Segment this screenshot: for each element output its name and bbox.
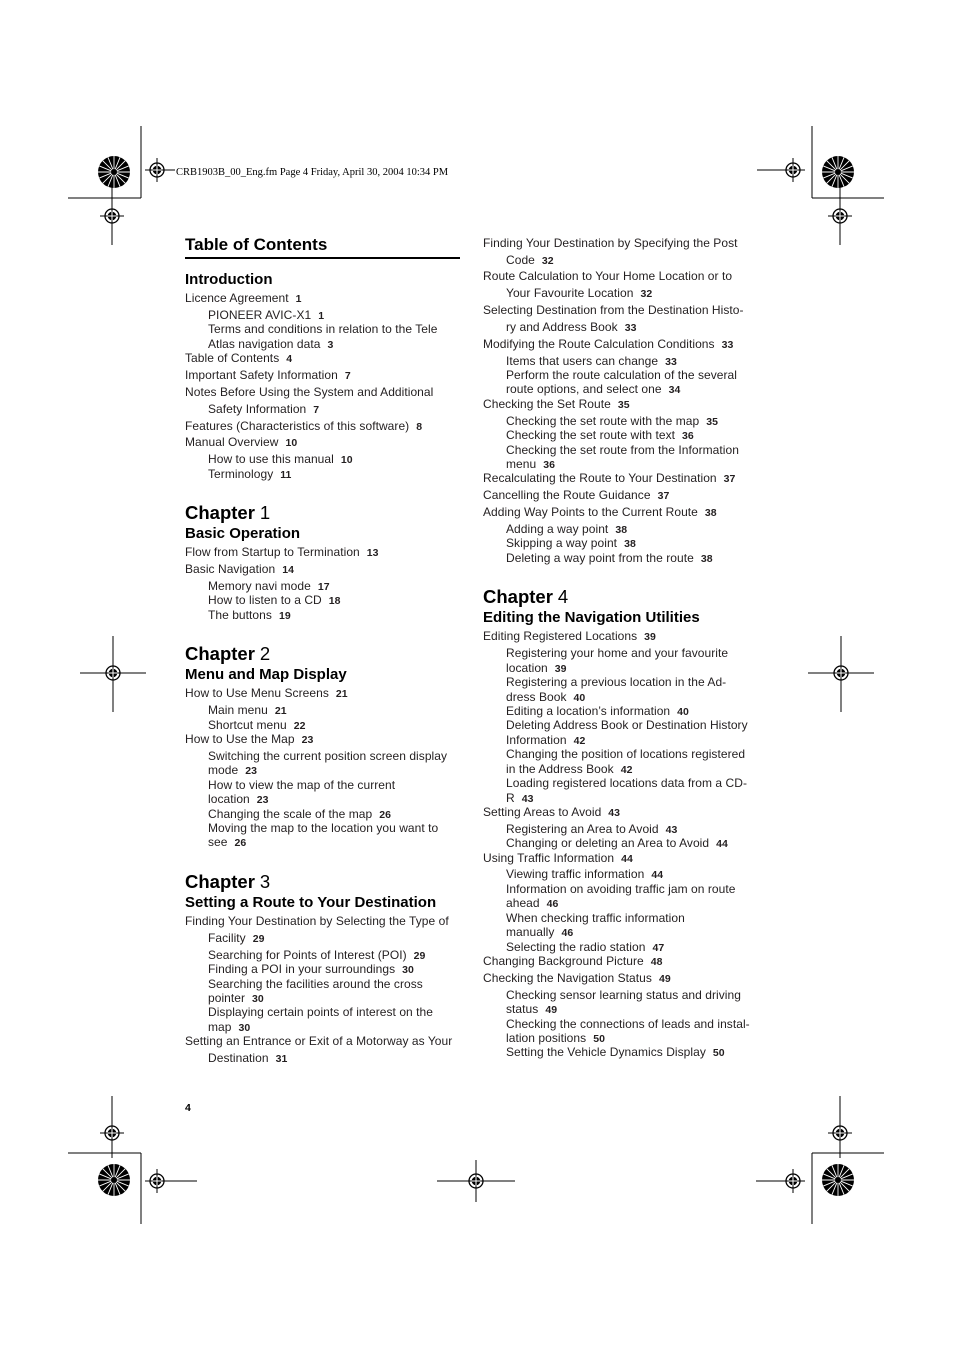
chapter-3-title: Setting a Route to Your Destination [185, 894, 437, 911]
toc-entry-text: Notes Before Using the System and Additional [185, 385, 434, 399]
toc-entry-text: dress Book [506, 690, 567, 704]
toc-entry-text: Information on avoiding traffic jam on route [506, 882, 736, 896]
toc-entry-text: ahead [506, 896, 540, 910]
toc-entry[interactable] [506, 988, 741, 1002]
chapter-3-label: Chapter 3 [185, 871, 271, 892]
toc-entry[interactable] [483, 269, 732, 283]
toc-entry-page: 29 [252, 933, 265, 945]
toc-entry[interactable] [506, 704, 689, 719]
toc-entry[interactable] [506, 867, 663, 882]
chapter-1-title: Basic Operation [185, 525, 301, 542]
toc-entry[interactable] [208, 608, 291, 623]
toc-entry-page: 21 [335, 688, 348, 700]
toc-entry-page: 44 [651, 869, 664, 881]
toc-entry-page: 10 [340, 454, 353, 466]
toc-entry[interactable] [208, 703, 287, 718]
toc-entry-text: Checking the Navigation Status [483, 971, 652, 985]
toc-entry[interactable] [506, 1045, 725, 1060]
toc-entry[interactable] [483, 397, 630, 412]
registration-rosette-icon [822, 156, 854, 188]
toc-entry-text: Changing the position of locations registered [506, 747, 746, 761]
toc-entry-text: Important Safety Information [185, 368, 338, 382]
toc-entry-page: 37 [723, 473, 736, 485]
toc-entry-page: 18 [328, 595, 341, 607]
toc-entry[interactable] [506, 661, 567, 676]
registration-crosshair-icon [781, 1169, 805, 1193]
toc-entry-page: 17 [317, 581, 330, 593]
registration-crosshair-icon [145, 1169, 169, 1193]
toc-entry-page: 32 [640, 288, 653, 300]
toc-entry-text: Registering your home and your favourite [506, 646, 729, 660]
toc-entry[interactable] [506, 733, 585, 748]
toc-entry[interactable] [483, 629, 656, 644]
registration-crosshair-icon [828, 1121, 852, 1145]
toc-entry-page: 23 [256, 794, 269, 806]
registration-crosshair-icon [100, 1121, 124, 1145]
toc-entry[interactable] [483, 851, 633, 866]
toc-entry[interactable] [506, 822, 677, 837]
toc-entry-page: 26 [379, 809, 392, 821]
toc-entry-page: 31 [275, 1053, 288, 1065]
toc-entry[interactable] [506, 457, 555, 472]
toc-entry-text: route options, and select one [506, 382, 662, 396]
toc-entry[interactable] [185, 368, 351, 383]
toc-entry[interactable] [483, 303, 744, 317]
toc-entry-text: Checking the Set Route [483, 397, 611, 411]
toc-entry[interactable] [506, 536, 636, 551]
toc-entry[interactable] [483, 488, 669, 503]
toc-entry[interactable] [185, 1034, 452, 1048]
toc-entry-text: Editing a location’s information [506, 704, 671, 718]
toc-entry-page: 10 [285, 437, 298, 449]
toc-entry-page: 8 [416, 421, 423, 433]
toc-entry-text: Searching for Points of Interest (POI) [208, 948, 407, 962]
toc-entry-text: location [208, 792, 250, 806]
toc-entry[interactable] [506, 428, 694, 443]
toc-entry-page: 23 [245, 765, 257, 777]
section-heading-introduction: Introduction [185, 271, 273, 288]
toc-entry-text: location [506, 661, 548, 675]
toc-entry[interactable] [185, 686, 348, 701]
toc-entry[interactable] [506, 718, 748, 732]
toc-entry-page: 44 [621, 853, 633, 865]
toc-entry-text: Code [506, 253, 535, 267]
toc-entry[interactable] [506, 253, 554, 268]
toc-entry[interactable] [506, 882, 735, 896]
toc-entry-page: 46 [561, 927, 574, 939]
toc-entry[interactable] [185, 291, 301, 306]
toc-entry[interactable] [208, 931, 265, 946]
toc-entry-text: Destination [208, 1051, 269, 1065]
page-title: Table of Contents [185, 235, 328, 254]
toc-entry-page: 33 [721, 339, 734, 351]
toc-entry-page: 49 [658, 973, 671, 985]
toc-entry[interactable] [208, 1051, 287, 1066]
toc-entry[interactable] [506, 911, 685, 925]
toc-entry-page: 38 [700, 553, 713, 565]
toc-entry-page: 37 [657, 490, 670, 502]
toc-entry[interactable] [208, 1005, 433, 1019]
page-number: 4 [185, 1102, 191, 1114]
toc-entry[interactable] [506, 776, 747, 790]
toc-entry-text: Finding a POI in your surroundings [208, 962, 396, 976]
toc-entry-page: 43 [521, 793, 534, 805]
toc-entry[interactable] [483, 971, 671, 986]
toc-entry-page: 42 [620, 764, 633, 776]
toc-entry-text: Checking the connections of leads and instal- [506, 1017, 750, 1031]
toc-entry-text: Finding Your Destination by Selecting the Type of [185, 914, 449, 928]
toc-entry[interactable] [208, 402, 319, 417]
toc-entry[interactable] [506, 747, 745, 761]
toc-entry-text: Safety Information [208, 402, 307, 416]
chapter-4-title: Editing the Navigation Utilities [483, 609, 700, 626]
toc-entry-page: 38 [704, 507, 717, 519]
toc-entry-page: 30 [252, 993, 264, 1005]
toc-entry-text: How to Use Menu Screens [185, 686, 329, 700]
toc-entry[interactable] [506, 836, 728, 851]
toc-entry[interactable] [506, 443, 739, 457]
toc-entry-page: 13 [366, 547, 379, 559]
toc-entry-text: Checking sensor learning status and driving [506, 988, 741, 1002]
registration-crosshair-icon [101, 661, 125, 685]
toc-entry[interactable] [208, 977, 423, 991]
toc-entry-text: Finding Your Destination by Specifying the Post [483, 236, 738, 250]
toc-entry-text: Checking the set route with the map [506, 414, 700, 428]
toc-entry[interactable] [506, 646, 728, 660]
toc-entry[interactable] [506, 382, 680, 397]
toc-entry[interactable] [208, 835, 246, 850]
toc-entry[interactable] [208, 948, 425, 963]
toc-entry-page: 49 [545, 1004, 558, 1016]
toc-entry-text: Changing the scale of the map [208, 807, 373, 821]
toc-entry[interactable] [506, 762, 632, 777]
toc-entry-text: Facility [208, 931, 246, 945]
toc-entry[interactable] [506, 354, 677, 369]
toc-entry-text: Information [506, 733, 567, 747]
toc-entry[interactable] [506, 940, 664, 955]
registration-crosshair-icon [781, 158, 805, 182]
toc-entry-text: ry and Address Book [506, 320, 618, 334]
toc-entry[interactable] [506, 791, 534, 806]
toc-entry-text: How to use this manual [208, 452, 334, 466]
toc-entry-page: 19 [278, 610, 291, 622]
toc-entry-text: Terms and conditions in relation to the Tele [208, 322, 438, 336]
toc-entry[interactable] [483, 471, 735, 486]
toc-entry-text: Features (Characteristics of this software) [185, 419, 410, 433]
toc-entry[interactable] [483, 505, 717, 520]
toc-entry[interactable] [506, 1031, 605, 1046]
toc-entry-page: 1 [318, 310, 325, 322]
toc-entry-text: Flow from Startup to Termination [185, 545, 360, 559]
toc-entry-page: 39 [644, 631, 656, 643]
toc-entry-text: Route Calculation to Your Home Location or to [483, 269, 733, 283]
toc-entry-text: Registering an Area to Avoid [506, 822, 659, 836]
toc-entry-page: 35 [617, 399, 630, 411]
toc-entry-page: 50 [593, 1033, 605, 1045]
toc-entry[interactable] [208, 807, 391, 822]
toc-entry-page: 30 [402, 964, 414, 976]
toc-entry-page: 22 [293, 720, 306, 732]
registration-crosshair-icon [829, 661, 853, 685]
toc-entry-text: Changing or deleting an Area to Avoid [506, 836, 710, 850]
toc-entry-text: Adding Way Points to the Current Route [483, 505, 698, 519]
toc-entry-text: Licence Agreement [185, 291, 289, 305]
toc-entry[interactable] [506, 320, 636, 335]
toc-entry-text: How to view the map of the current [208, 778, 396, 792]
toc-entry-page: 4 [286, 353, 293, 365]
toc-entry[interactable] [506, 675, 726, 689]
toc-entry-page: 36 [682, 430, 694, 442]
toc-entry-text: pointer [208, 991, 246, 1005]
toc-entry-page: 34 [668, 384, 681, 396]
toc-entry[interactable] [208, 991, 264, 1006]
toc-entry-page: 39 [554, 663, 567, 675]
toc-entry-page: 33 [624, 322, 637, 334]
toc-entry-page: 33 [665, 356, 677, 368]
toc-entry-text: Searching the facilities around the cross [208, 977, 423, 991]
toc-entry-text: manually [506, 925, 555, 939]
toc-entry-page: 35 [706, 416, 718, 428]
toc-entry-page: 46 [546, 898, 559, 910]
toc-entry[interactable] [506, 286, 652, 301]
file-info-header: CRB1903B_00_Eng.fm Page 4 Friday, April 30, 2004 10:34 PM [176, 167, 449, 178]
toc-entry[interactable] [185, 351, 292, 366]
toc-entry-page: 48 [650, 956, 663, 968]
toc-entry-page: 21 [274, 705, 287, 717]
toc-entry-page: 7 [313, 404, 320, 416]
toc-entry-page: 7 [344, 370, 351, 382]
toc-entry-text: Items that users can change [506, 354, 659, 368]
toc-entry[interactable] [506, 925, 573, 940]
toc-entry[interactable] [506, 690, 585, 705]
toc-entry-page: 47 [652, 942, 665, 954]
toc-entry[interactable] [208, 962, 414, 977]
toc-entry-text: in the Address Book [506, 762, 614, 776]
toc-entry[interactable] [483, 337, 733, 352]
toc-entry-text: Setting an Entrance or Exit of a Motorway as Your [185, 1034, 453, 1048]
toc-entry-text: Deleting a way point from the route [506, 551, 694, 565]
toc-entry-text: menu [506, 457, 537, 471]
toc-entry-page: 30 [238, 1022, 251, 1034]
toc-entry-page: 36 [543, 459, 555, 471]
toc-entry[interactable] [185, 435, 297, 450]
toc-entry[interactable] [483, 954, 663, 969]
toc-entry[interactable] [208, 308, 324, 323]
toc-entry-text: Memory navi mode [208, 579, 311, 593]
toc-entry-text: When checking traffic information [506, 911, 685, 925]
toc-entry[interactable] [208, 778, 395, 792]
toc-entry-text: How to Use the Map [185, 732, 295, 746]
toc-entry[interactable] [208, 467, 291, 482]
toc-entry-text: Loading registered locations data from a CD- [506, 776, 747, 790]
toc-entry[interactable] [483, 805, 620, 820]
toc-entry[interactable] [185, 385, 433, 399]
toc-entry[interactable] [506, 368, 737, 382]
toc-entry[interactable] [208, 337, 333, 352]
toc-entry-text: Terminology [208, 467, 274, 481]
toc-entry[interactable] [185, 914, 449, 928]
toc-entry[interactable] [185, 562, 294, 577]
toc-entry-text: Displaying certain points of interest on the [208, 1005, 433, 1019]
toc-entry-text: Changing Background Picture [483, 954, 644, 968]
toc-entry-text: Shortcut menu [208, 718, 287, 732]
toc-entry-page: 32 [541, 255, 554, 267]
registration-rosette-icon [822, 1164, 854, 1196]
toc-entry[interactable] [506, 522, 627, 537]
toc-entry-text: Setting Areas to Avoid [483, 805, 602, 819]
toc-entry-text: Selecting the radio station [506, 940, 646, 954]
toc-entry-page: 1 [295, 293, 302, 305]
toc-entry-text: R [506, 791, 515, 805]
toc-entry-text: Editing Registered Locations [483, 629, 638, 643]
toc-entry[interactable] [208, 763, 257, 778]
toc-entry[interactable] [208, 1020, 250, 1035]
toc-entry[interactable] [483, 236, 738, 250]
toc-entry[interactable] [208, 452, 353, 467]
chapter-2-title: Menu and Map Display [185, 666, 347, 683]
registration-rosette-icon [98, 156, 130, 188]
toc-entry-text: Cancelling the Route Guidance [483, 488, 651, 502]
toc-entry[interactable] [208, 579, 330, 594]
toc-entry-page: 40 [573, 692, 586, 704]
toc-entry-page: 43 [608, 807, 621, 819]
toc-entry-page: 11 [280, 469, 292, 481]
toc-entry-text: Manual Overview [185, 435, 279, 449]
toc-entry-text: The buttons [208, 608, 272, 622]
toc-entry[interactable] [506, 551, 713, 566]
toc-entry-text: Registering a previous location in the Ad- [506, 675, 727, 689]
toc-entry-text: PIONEER AVIC-X1 [208, 308, 312, 322]
toc-entry-page: 38 [615, 524, 628, 536]
toc-entry-page: 23 [301, 734, 314, 746]
toc-entry-text: Setting the Vehicle Dynamics Display [506, 1045, 706, 1059]
toc-entry-text: Deleting Address Book or Destination History [506, 718, 748, 732]
toc-entry-text: Moving the map to the location you want to [208, 821, 439, 835]
toc-entry-page: 26 [234, 837, 247, 849]
toc-entry-text: Atlas navigation data [208, 337, 321, 351]
title-rule [185, 257, 460, 259]
toc-entry-text: Using Traffic Information [483, 851, 615, 865]
registration-crosshair-icon [828, 204, 852, 228]
toc-entry-page: 44 [716, 838, 728, 850]
toc-entry[interactable] [208, 749, 447, 763]
toc-entry[interactable] [506, 1002, 557, 1017]
toc-entry-page: 14 [282, 564, 294, 576]
toc-entry-text: Switching the current position screen display [208, 749, 448, 763]
toc-entry-text: Checking the set route with text [506, 428, 676, 442]
toc-entry-text: Recalculating the Route to Your Destination [483, 471, 717, 485]
toc-entry-text: How to listen to a CD [208, 593, 322, 607]
toc-entry-text: lation positions [506, 1031, 587, 1045]
toc-entry-text: Table of Contents [185, 351, 280, 365]
toc-entry-page: 40 [677, 706, 689, 718]
chapter-2-label: Chapter 2 [185, 643, 271, 664]
toc-entry-text: Selecting Destination from the Destination Histo- [483, 303, 744, 317]
toc-entry-page: 50 [712, 1047, 725, 1059]
toc-entry[interactable] [208, 792, 269, 807]
toc-entry-page: 3 [327, 339, 334, 351]
toc-entry-text: Your Favourite Location [506, 286, 634, 300]
toc-entry[interactable] [208, 718, 305, 733]
toc-entry-page: 29 [413, 950, 426, 962]
toc-entry-page: 42 [573, 735, 586, 747]
toc-entry[interactable] [506, 414, 718, 429]
toc-entry[interactable] [185, 419, 422, 434]
toc-entry-text: Modifying the Route Calculation Conditions [483, 337, 715, 351]
toc-entry[interactable] [185, 545, 379, 560]
toc-entry-text: status [506, 1002, 539, 1016]
toc-entry-text: Skipping a way point [506, 536, 618, 550]
registration-crosshair-icon [100, 204, 124, 228]
toc-entry[interactable] [208, 821, 438, 835]
chapter-4-label: Chapter 4 [483, 586, 569, 607]
toc-entry[interactable] [185, 732, 313, 747]
toc-entry-text: see [208, 835, 228, 849]
toc-entry-text: Perform the route calculation of the several [506, 368, 737, 382]
registration-crosshair-icon [464, 1169, 488, 1193]
registration-crosshair-icon [145, 158, 169, 182]
toc-entry-page: 43 [665, 824, 678, 836]
toc-entry[interactable] [506, 896, 558, 911]
toc-entry-text: Viewing traffic information [506, 867, 645, 881]
toc-entry-text: Basic Navigation [185, 562, 276, 576]
toc-entry[interactable] [208, 322, 437, 336]
toc-entry-text: Main menu [208, 703, 268, 717]
toc-entry-page: 38 [624, 538, 636, 550]
toc-entry-text: Checking the set route from the Information [506, 443, 739, 457]
registration-rosette-icon [98, 1164, 130, 1196]
toc-entry[interactable] [506, 1017, 750, 1031]
toc-entry[interactable] [208, 593, 341, 608]
toc-entry-text: Adding a way point [506, 522, 609, 536]
toc-entry-text: mode [208, 763, 239, 777]
chapter-1-label: Chapter 1 [185, 502, 271, 523]
toc-entry-text: map [208, 1020, 232, 1034]
